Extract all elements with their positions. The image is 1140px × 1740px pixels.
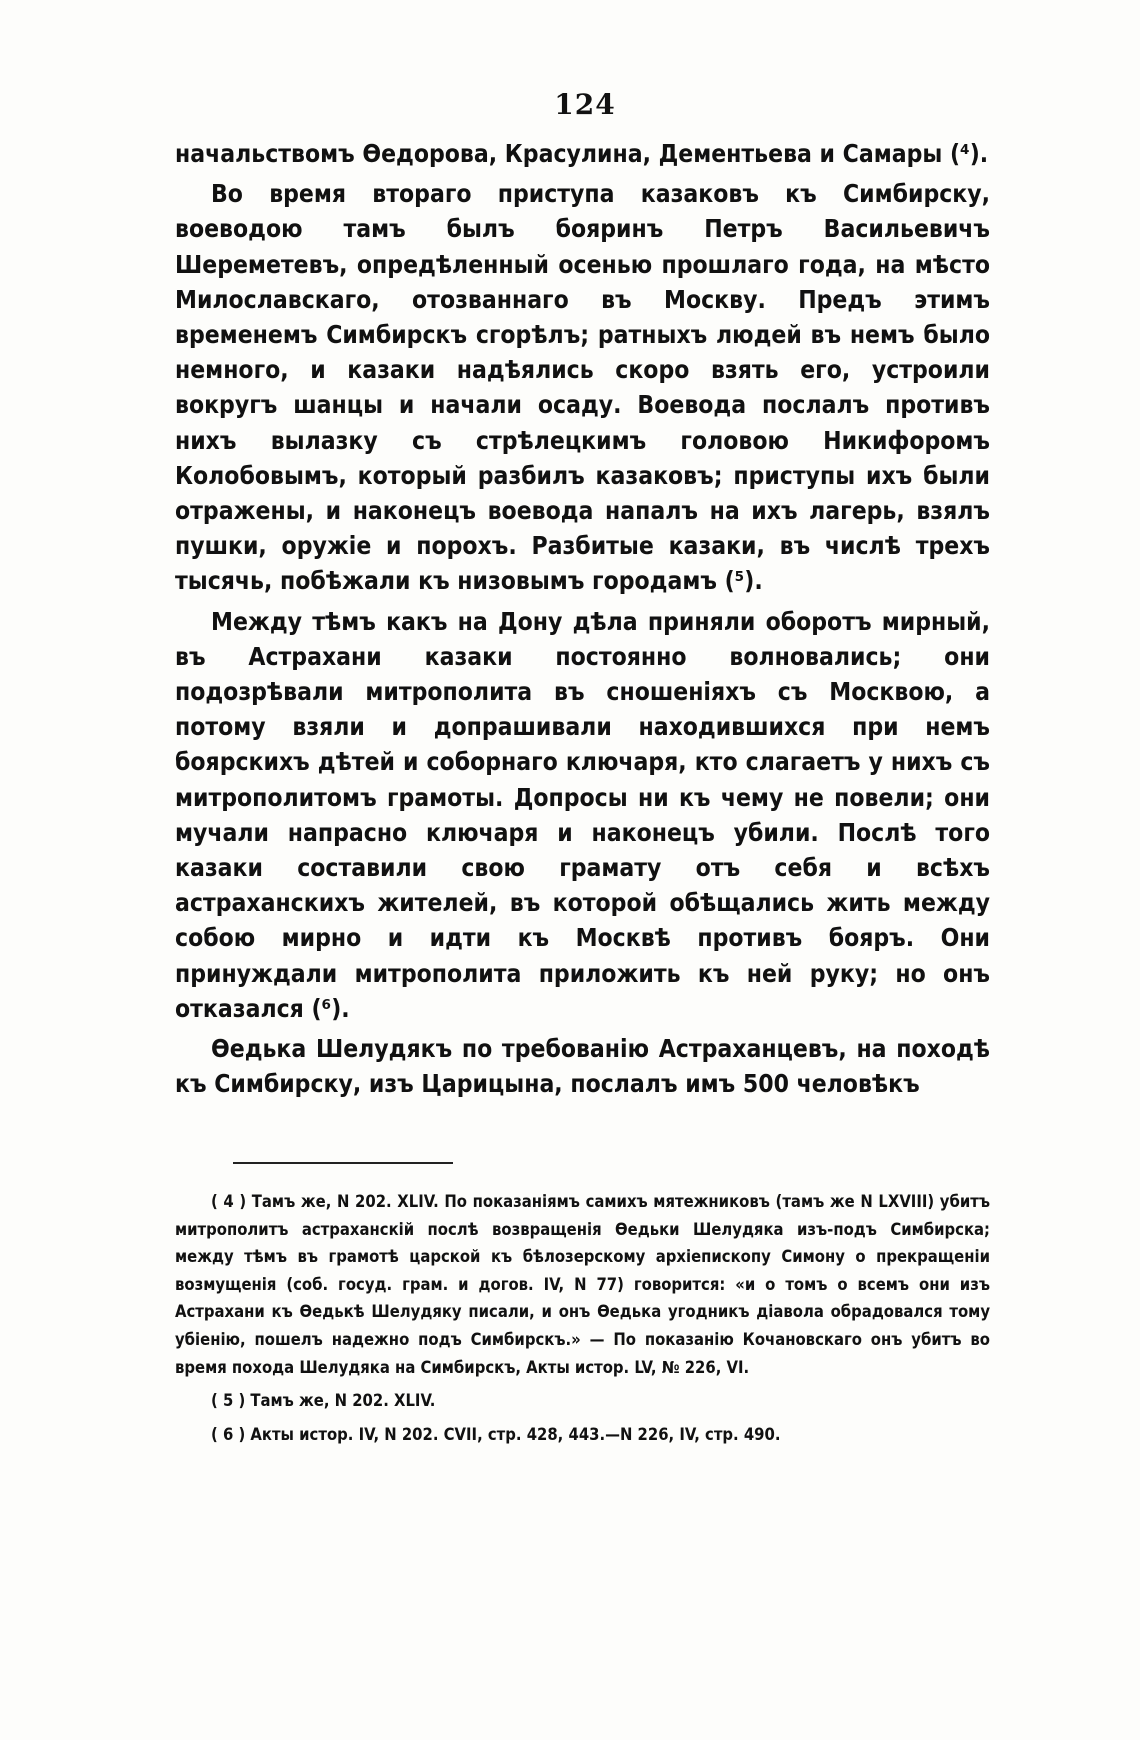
paragraph-4: Өедька Шелудякъ по требованію Астраханцевъ, на походѣ къ Симбирску, изъ Царицына, послалъ имъ 500 человѣкъ [175, 1034, 990, 1099]
paragraph-2: Во время втораго приступа казаковъ къ Симбирску, воеводою тамъ былъ бояринъ Петръ Васильевичъ Шереметевъ, опредѣленный осенью прошлаго года, на мѣсто Милославскаго, отозваннаго въ Москву. Предъ этимъ временемъ Симбирскъ сгорѣлъ; ратныхъ людей въ немъ было немного, и казаки надѣялись скоро взять его, устроили вокругъ шанцы и начали осаду. Воевода послалъ противъ нихъ вылазку съ стрѣлецкимъ головою Никифоромъ Колобовымъ, который разбилъ казаковъ; приступы ихъ были отражены, и наконецъ воевода напалъ на ихъ лагерь, взялъ пушки, оружіе и порохъ. Разбитые казаки, въ числѣ трехъ тысячь, побѣжали къ низовымъ городамъ (⁵). [175, 179, 990, 596]
paragraph-3: Между тѣмъ какъ на Дону дѣла приняли оборотъ мирный, въ Астрахани казаки постоянно волновались; они подозрѣвали митрополита въ сношеніяхъ съ Москвою, а потому взяли и допрашивали находившихся при немъ боярскихъ дѣтей и соборнаго ключаря, кто слагаетъ у нихъ съ митрополитомъ грамоты. Допросы ни къ чему не повели; они мучали напрасно ключаря и наконецъ убили. Послѣ того казаки составили свою грамату отъ себя и всѣхъ астраханскихъ жителей, въ которой обѣщались жить между собою мирно и идти къ Москвѣ противъ бояръ. Они принуждали митрополита приложить къ ней руку; но онъ отказался (⁶). [175, 606, 990, 1023]
footnote-6: ( 6 ) Акты истор. IV, N 202. CVII, стр. 428, 443.—N 226, IV, стр. 490. [211, 1424, 781, 1444]
footnote-4: ( 4 ) Тамъ же, N 202. XLIV. По показаніямъ самихъ мятежниковъ (тамъ же N LXVIII) убитъ митрополитъ астраханскій послѣ возвращенія Өедьки Шелудяка изъ-подъ Симбирска; между тѣмъ въ грамотѣ царской къ бѣлозерскому архіепископу Симону о прекращеніи возмущенія (соб. госуд. грам. и догов. IV, N 77) говорится: «и о томъ о всемъ они изъ Астрахани къ Өедькѣ Шелудяку писали, и онъ Өедька угодникъ діавола обрадовался тому убіенію, пошелъ надежно подъ Симбирскъ.» — По показанію Кочановскаго онъ убитъ во время похода Шелудяка на Симбирскъ, Акты истор. LV, № 226, VI. [175, 1192, 990, 1377]
main-text [175, 136, 990, 1106]
page-number: 124 [554, 88, 616, 121]
footnote-separator [233, 1162, 453, 1164]
paragraph-1: начальствомъ Өедорова, Красулина, Дементьева и Самары (⁴). [175, 139, 989, 168]
footnote-5: ( 5 ) Тамъ же, N 202. XLIV. [211, 1391, 436, 1411]
footnotes [175, 1188, 990, 1454]
